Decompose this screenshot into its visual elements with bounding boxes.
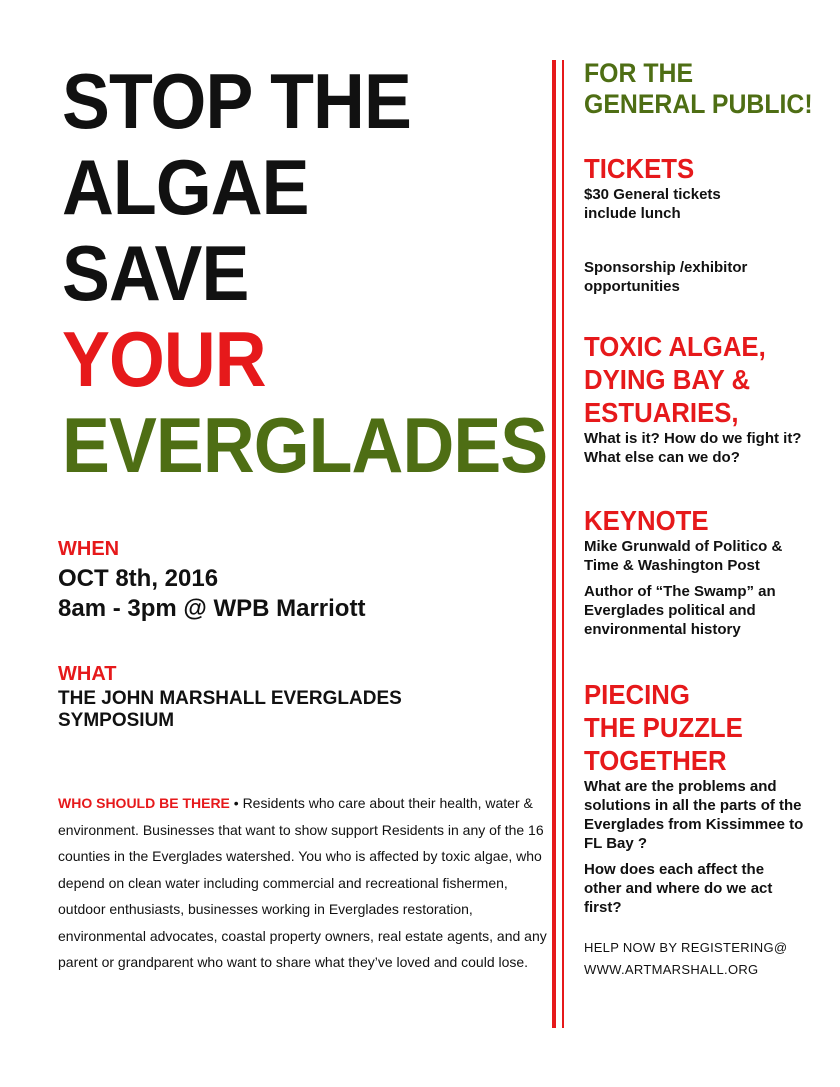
- toxic-heading-line1: TOXIC ALGAE,: [584, 331, 766, 362]
- puzzle-text2: How does each affect the other and where do we act first?: [584, 861, 773, 916]
- when-label: WHEN: [58, 538, 120, 560]
- keynote-author-note: Author of “The Swamp” an Everglades political and environmental history: [584, 583, 776, 638]
- sponsorship-line1: Sponsorship /exhibitor: [584, 259, 748, 276]
- puzzle-heading-line3: TOGETHER: [584, 745, 727, 776]
- who-paragraph: [58, 790, 550, 976]
- general-public-line1: FOR THE: [584, 58, 694, 88]
- toxic-text: What is it? How do we fight it? What else can we do?: [584, 430, 802, 466]
- when-section: [58, 538, 538, 624]
- what-label: WHAT: [58, 663, 117, 685]
- toxic-heading-line3: ESTUARIES,: [584, 397, 739, 428]
- sponsorship-line2: opportunities: [584, 278, 680, 295]
- tickets-heading: TICKETS: [584, 153, 695, 184]
- puzzle-text1: What are the problems and solutions in all the parts of the Everglades from Kissimmee to FL Bay ?: [584, 778, 804, 852]
- who-text: • Residents who care about their health, water & environment. Businesses that want to show support Residents in any of the 16 counties in the Everglades watershed. You who is affected by toxic algae, who depend on clean water including commercial and recreational fishermen, outdoor enthusiasts, businesses working in Everglades restoration, environmental advocates, coastal property owners, real estate agents, and any parent or grandparent who want to share what they’ve loved and could lose.: [58, 795, 547, 970]
- what-section: [58, 663, 538, 732]
- register-website: WWW.ARTMARSHALL.ORG: [584, 962, 759, 977]
- headline-line-your: YOUR: [62, 315, 266, 403]
- tickets-section: [584, 152, 824, 223]
- event-time-place: 8am - 3pm @ WPB Marriott: [58, 595, 366, 622]
- who-label: WHO SHOULD BE THERE: [58, 795, 230, 811]
- tickets-line2: include lunch: [584, 205, 681, 222]
- headline-line-algae: ALGAE: [62, 143, 309, 231]
- puzzle-heading-line2: THE PUZZLE: [584, 712, 743, 743]
- headline: [62, 57, 548, 489]
- tickets-line1: $30 General tickets: [584, 186, 721, 203]
- general-public-heading: [584, 58, 824, 120]
- toxic-algae-section: [584, 330, 824, 467]
- event-name-line1: THE JOHN MARSHALL EVERGLADES: [58, 688, 402, 709]
- keynote-speaker: Mike Grunwald of Politico & Time & Washington Post: [584, 538, 783, 574]
- puzzle-heading-line1: PIECING: [584, 679, 690, 710]
- divider-line-thin: [562, 60, 564, 1028]
- register-line1: HELP NOW BY REGISTERING@: [584, 940, 788, 955]
- divider-line-thick: [552, 60, 556, 1028]
- keynote-heading: KEYNOTE: [584, 505, 709, 536]
- sponsorship-section: [584, 258, 824, 296]
- headline-line-everglades: EVERGLADES: [62, 401, 548, 489]
- general-public-line2: GENERAL PUBLIC!: [584, 89, 813, 119]
- toxic-heading-line2: DYING BAY &: [584, 364, 751, 395]
- keynote-section: [584, 504, 824, 639]
- headline-line-save: SAVE: [62, 229, 249, 317]
- event-date: OCT 8th, 2016: [58, 565, 219, 592]
- puzzle-section: [584, 678, 824, 917]
- register-section: [584, 937, 824, 981]
- event-name-line2: SYMPOSIUM: [58, 710, 175, 731]
- headline-line-stop-the: STOP THE: [62, 57, 411, 145]
